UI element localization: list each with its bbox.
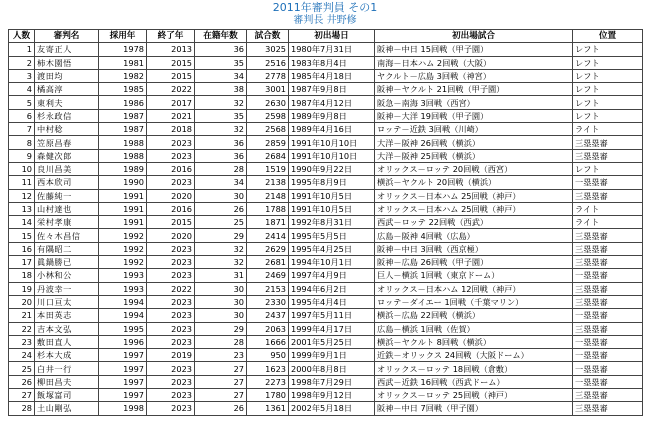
table-row — [9, 216, 643, 229]
table-row — [9, 362, 643, 375]
cell-count: 23 — [9, 335, 35, 348]
cell-games: 950 — [247, 349, 289, 362]
table-row — [9, 162, 643, 175]
cell-tenure: 36 — [195, 136, 247, 149]
table-row — [9, 242, 643, 255]
cell-debut-game: 巨人－横浜 1回戦（東京ドーム） — [375, 269, 573, 282]
cell-debut-game: ロッテ－近鉄 3回戦（川崎） — [375, 123, 573, 136]
table-row — [9, 256, 643, 269]
cell-umpire-name: 森健次郎 — [35, 149, 99, 162]
cell-tenure: 25 — [195, 216, 247, 229]
cell-position: 三塁塁審 — [573, 149, 643, 162]
cell-count: 19 — [9, 282, 35, 295]
table-row — [9, 402, 643, 415]
cell-debut-game: 大洋－阪神 26回戦（横浜） — [375, 136, 573, 149]
cell-hire-year: 1985 — [99, 83, 147, 96]
cell-debut-game: 広島－横浜 1回戦（佐賀） — [375, 322, 573, 335]
cell-umpire-name: 川口亘太 — [35, 295, 99, 308]
cell-games: 2681 — [247, 256, 289, 269]
cell-hire-year: 1991 — [99, 189, 147, 202]
cell-umpire-name: 小林和公 — [35, 269, 99, 282]
table-row — [9, 335, 643, 348]
cell-count: 13 — [9, 202, 35, 215]
cell-umpire-name: 白井一行 — [35, 362, 99, 375]
cell-games: 2063 — [247, 322, 289, 335]
cell-debut-date: 1997年4月9日 — [289, 269, 375, 282]
table-row — [9, 149, 643, 162]
cell-position: レフト — [573, 162, 643, 175]
cell-games: 2273 — [247, 375, 289, 388]
cell-umpire-name: 本田英志 — [35, 309, 99, 322]
cell-umpire-name: 杉永政信 — [35, 109, 99, 122]
cell-debut-game: 西武－ロッテ 22回戦（西武） — [375, 216, 573, 229]
cell-end-year: 2023 — [147, 149, 195, 162]
cell-debut-date: 1999年4月17日 — [289, 322, 375, 335]
table-header-row — [9, 30, 643, 43]
cell-count: 20 — [9, 295, 35, 308]
cell-end-year: 2015 — [147, 69, 195, 82]
cell-debut-date: 1991年10月10日 — [289, 136, 375, 149]
cell-count: 24 — [9, 349, 35, 362]
cell-hire-year: 1994 — [99, 295, 147, 308]
cell-hire-year: 1991 — [99, 216, 147, 229]
cell-debut-date: 1991年10月5日 — [289, 189, 375, 202]
cell-position: 一塁塁審 — [573, 335, 643, 348]
cell-hire-year: 1992 — [99, 256, 147, 269]
table-row — [9, 389, 643, 402]
cell-umpire-name: 渡田均 — [35, 69, 99, 82]
table-row — [9, 123, 643, 136]
cell-count: 3 — [9, 69, 35, 82]
table-row — [9, 96, 643, 109]
cell-tenure: 36 — [195, 149, 247, 162]
cell-position: 三塁塁審 — [573, 389, 643, 402]
cell-count: 25 — [9, 362, 35, 375]
cell-debut-game: 広島－阪神 4回戦（広島） — [375, 229, 573, 242]
cell-debut-game: オリックス－日本ハム 25回戦（神戸） — [375, 189, 573, 202]
cell-position: 一塁塁審 — [573, 309, 643, 322]
col-header-debut-game: 初出場試合 — [375, 30, 573, 43]
table-row — [9, 375, 643, 388]
cell-end-year: 2015 — [147, 216, 195, 229]
table-row — [9, 202, 643, 215]
cell-umpire-name: 山村達也 — [35, 202, 99, 215]
cell-end-year: 2018 — [147, 123, 195, 136]
cell-end-year: 2022 — [147, 282, 195, 295]
cell-debut-game: 横浜－ヤクルト 8回戦（横浜） — [375, 335, 573, 348]
cell-debut-date: 1995年8月9日 — [289, 176, 375, 189]
table-row — [9, 136, 643, 149]
cell-tenure: 32 — [195, 256, 247, 269]
cell-hire-year: 1978 — [99, 43, 147, 56]
cell-position: 三塁塁審 — [573, 242, 643, 255]
cell-umpire-name: 栄村孝康 — [35, 216, 99, 229]
cell-count: 5 — [9, 96, 35, 109]
cell-debut-date: 1994年6月2日 — [289, 282, 375, 295]
cell-end-year: 2023 — [147, 256, 195, 269]
cell-games: 1666 — [247, 335, 289, 348]
cell-games: 2598 — [247, 109, 289, 122]
cell-debut-game: ヤクルト－広島 3回戦（神宮） — [375, 69, 573, 82]
cell-games: 2516 — [247, 56, 289, 69]
cell-count: 22 — [9, 322, 35, 335]
cell-games: 1519 — [247, 162, 289, 175]
cell-position: 三塁塁審 — [573, 189, 643, 202]
table-row — [9, 109, 643, 122]
cell-debut-date: 1997年5月11日 — [289, 309, 375, 322]
sheet-subtitle: 審判長 井野修 — [293, 15, 357, 26]
cell-hire-year: 1995 — [99, 322, 147, 335]
cell-debut-game: オリックス－日本ハム 12回戦（神戸） — [375, 282, 573, 295]
cell-games: 2414 — [247, 229, 289, 242]
cell-end-year: 2020 — [147, 229, 195, 242]
table-row — [9, 83, 643, 96]
cell-tenure: 36 — [195, 43, 247, 56]
table-row — [9, 189, 643, 202]
cell-tenure: 35 — [195, 56, 247, 69]
cell-count: 10 — [9, 162, 35, 175]
cell-count: 2 — [9, 56, 35, 69]
cell-umpire-name: 友寄正人 — [35, 43, 99, 56]
cell-debut-date: 2001年5月25日 — [289, 335, 375, 348]
cell-games: 2859 — [247, 136, 289, 149]
cell-end-year: 2023 — [147, 269, 195, 282]
cell-debut-date: 1987年4月12日 — [289, 96, 375, 109]
cell-debut-game: 阪神－中日 3回戦（西京極） — [375, 242, 573, 255]
cell-debut-date: 1995年5月5日 — [289, 229, 375, 242]
cell-position: 一塁塁審 — [573, 269, 643, 282]
cell-position: レフト — [573, 69, 643, 82]
cell-count: 1 — [9, 43, 35, 56]
cell-umpire-name: 笠原昌春 — [35, 136, 99, 149]
cell-umpire-name: 良川昌美 — [35, 162, 99, 175]
cell-position: レフト — [573, 96, 643, 109]
cell-count: 28 — [9, 402, 35, 415]
cell-umpire-name: 吉本文弘 — [35, 322, 99, 335]
cell-tenure: 32 — [195, 242, 247, 255]
cell-tenure: 26 — [195, 402, 247, 415]
cell-end-year: 2023 — [147, 136, 195, 149]
table-body — [9, 43, 643, 415]
cell-debut-game: 阪神－ヤクルト 21回戦（甲子園） — [375, 83, 573, 96]
cell-umpire-name: 東利夫 — [35, 96, 99, 109]
cell-end-year: 2023 — [147, 309, 195, 322]
cell-hire-year: 1981 — [99, 56, 147, 69]
cell-games: 1361 — [247, 402, 289, 415]
cell-games: 1623 — [247, 362, 289, 375]
cell-debut-date: 1998年7月29日 — [289, 375, 375, 388]
table-row — [9, 322, 643, 335]
cell-debut-date: 1999年9月1日 — [289, 349, 375, 362]
cell-hire-year: 1997 — [99, 362, 147, 375]
cell-debut-date: 1991年10月5日 — [289, 202, 375, 215]
col-header-end-year: 終了年 — [147, 30, 195, 43]
cell-tenure: 34 — [195, 69, 247, 82]
cell-debut-game: 横浜－広島 22回戦（横浜） — [375, 309, 573, 322]
cell-debut-date: 1995年4月25日 — [289, 242, 375, 255]
cell-hire-year: 1991 — [99, 202, 147, 215]
cell-count: 8 — [9, 136, 35, 149]
cell-count: 15 — [9, 229, 35, 242]
cell-position: レフト — [573, 109, 643, 122]
cell-games: 1788 — [247, 202, 289, 215]
cell-tenure: 26 — [195, 202, 247, 215]
cell-count: 26 — [9, 375, 35, 388]
cell-end-year: 2016 — [147, 202, 195, 215]
col-header-position: 位置 — [573, 30, 643, 43]
table-row — [9, 43, 643, 56]
col-header-tenure: 在籍年数 — [195, 30, 247, 43]
cell-hire-year: 1997 — [99, 375, 147, 388]
cell-hire-year: 1997 — [99, 349, 147, 362]
cell-position: レフト — [573, 43, 643, 56]
cell-hire-year: 1992 — [99, 229, 147, 242]
cell-end-year: 2013 — [147, 43, 195, 56]
cell-games: 2138 — [247, 176, 289, 189]
cell-debut-date: 2000年8月8日 — [289, 362, 375, 375]
table-row — [9, 69, 643, 82]
cell-tenure: 30 — [195, 282, 247, 295]
cell-end-year: 2015 — [147, 56, 195, 69]
cell-tenure: 29 — [195, 229, 247, 242]
cell-debut-game: 阪急－南海 3回戦（西宮） — [375, 96, 573, 109]
table-row — [9, 229, 643, 242]
cell-end-year: 2023 — [147, 242, 195, 255]
cell-tenure: 28 — [195, 162, 247, 175]
cell-tenure: 27 — [195, 389, 247, 402]
cell-hire-year: 1986 — [99, 96, 147, 109]
cell-end-year: 2023 — [147, 295, 195, 308]
cell-position: レフト — [573, 56, 643, 69]
cell-end-year: 2020 — [147, 189, 195, 202]
table-row — [9, 56, 643, 69]
cell-hire-year: 1987 — [99, 109, 147, 122]
cell-tenure: 30 — [195, 189, 247, 202]
cell-position: 三塁塁審 — [573, 295, 643, 308]
cell-umpire-name: 丹波幸一 — [35, 282, 99, 295]
cell-games: 2778 — [247, 69, 289, 82]
cell-games: 2568 — [247, 123, 289, 136]
cell-debut-game: 近鉄－オリックス 24回戦（大阪ドーム） — [375, 349, 573, 362]
cell-games: 2153 — [247, 282, 289, 295]
cell-hire-year: 1989 — [99, 162, 147, 175]
cell-tenure: 30 — [195, 309, 247, 322]
cell-tenure: 28 — [195, 335, 247, 348]
cell-hire-year: 1992 — [99, 242, 147, 255]
cell-end-year: 2021 — [147, 109, 195, 122]
cell-tenure: 30 — [195, 295, 247, 308]
umpire-table — [8, 29, 643, 416]
cell-debut-date: 1989年4月16日 — [289, 123, 375, 136]
cell-tenure: 31 — [195, 269, 247, 282]
sheet-title: 2011年審判員 その1 — [272, 1, 378, 14]
cell-position: 三塁塁審 — [573, 256, 643, 269]
cell-hire-year: 1988 — [99, 149, 147, 162]
cell-count: 18 — [9, 269, 35, 282]
cell-umpire-name: 西本欣司 — [35, 176, 99, 189]
cell-count: 6 — [9, 109, 35, 122]
cell-debut-date: 1990年9月22日 — [289, 162, 375, 175]
cell-umpire-name: 眞鍋勝已 — [35, 256, 99, 269]
cell-end-year: 2023 — [147, 402, 195, 415]
cell-umpire-name: 土山剛弘 — [35, 402, 99, 415]
cell-debut-date: 1995年4月4日 — [289, 295, 375, 308]
cell-debut-game: オリックス－日本ハム 25回戦（神戸） — [375, 202, 573, 215]
cell-debut-date: 1998年9月12日 — [289, 389, 375, 402]
cell-position: 三塁塁審 — [573, 402, 643, 415]
cell-debut-game: 阪神－中日 15回戦（甲子園） — [375, 43, 573, 56]
cell-end-year: 2022 — [147, 83, 195, 96]
table-row — [9, 176, 643, 189]
cell-debut-game: オリックス－ロッテ 20回戦（西宮） — [375, 162, 573, 175]
cell-count: 11 — [9, 176, 35, 189]
cell-debut-date: 1987年9月8日 — [289, 83, 375, 96]
cell-umpire-name: 佐藤純一 — [35, 189, 99, 202]
cell-tenure: 27 — [195, 362, 247, 375]
cell-debut-date: 1991年10月10日 — [289, 149, 375, 162]
cell-debut-date: 1985年4月18日 — [289, 69, 375, 82]
cell-umpire-name: 橘高淳 — [35, 83, 99, 96]
cell-hire-year: 1988 — [99, 136, 147, 149]
cell-hire-year: 1993 — [99, 282, 147, 295]
cell-end-year: 2023 — [147, 335, 195, 348]
cell-position: ライト — [573, 123, 643, 136]
cell-count: 9 — [9, 149, 35, 162]
cell-umpire-name: 飯塚富司 — [35, 389, 99, 402]
cell-end-year: 2023 — [147, 389, 195, 402]
cell-tenure: 32 — [195, 123, 247, 136]
col-header-games: 試合数 — [247, 30, 289, 43]
cell-debut-game: 阪神－大洋 19回戦（甲子園） — [375, 109, 573, 122]
cell-umpire-name: 柳田昌夫 — [35, 375, 99, 388]
cell-hire-year: 1993 — [99, 269, 147, 282]
cell-position: 一塁塁審 — [573, 176, 643, 189]
cell-tenure: 32 — [195, 96, 247, 109]
cell-hire-year: 1998 — [99, 402, 147, 415]
cell-tenure: 35 — [195, 109, 247, 122]
cell-debut-date: 2002年5月18日 — [289, 402, 375, 415]
cell-tenure: 29 — [195, 322, 247, 335]
cell-umpire-name: 柿木園悟 — [35, 56, 99, 69]
cell-end-year: 2017 — [147, 96, 195, 109]
cell-end-year: 2023 — [147, 176, 195, 189]
cell-debut-date: 1980年7月31日 — [289, 43, 375, 56]
cell-games: 1871 — [247, 216, 289, 229]
cell-debut-date: 1989年9月8日 — [289, 109, 375, 122]
col-header-hire-year: 採用年 — [99, 30, 147, 43]
cell-position: 三塁塁審 — [573, 282, 643, 295]
cell-debut-game: ロッテ－ダイエー 1回戦（千葉マリン） — [375, 295, 573, 308]
cell-debut-game: 阪神－広島 26回戦（甲子園） — [375, 256, 573, 269]
cell-games: 2629 — [247, 242, 289, 255]
cell-games: 3025 — [247, 43, 289, 56]
cell-hire-year: 1982 — [99, 69, 147, 82]
cell-debut-game: 大洋－阪神 25回戦（横浜） — [375, 149, 573, 162]
table-row — [9, 269, 643, 282]
cell-games: 2330 — [247, 295, 289, 308]
cell-hire-year: 1990 — [99, 176, 147, 189]
cell-hire-year: 1997 — [99, 389, 147, 402]
cell-umpire-name: 佐々木昌信 — [35, 229, 99, 242]
cell-count: 16 — [9, 242, 35, 255]
cell-debut-game: 南海－日本ハム 2回戦（大阪） — [375, 56, 573, 69]
cell-count: 21 — [9, 309, 35, 322]
table-row — [9, 349, 643, 362]
cell-position: ライト — [573, 202, 643, 215]
col-header-count: 人数 — [9, 30, 35, 43]
cell-count: 12 — [9, 189, 35, 202]
cell-count: 17 — [9, 256, 35, 269]
table-row — [9, 295, 643, 308]
cell-debut-date: 1994年10月1日 — [289, 256, 375, 269]
cell-end-year: 2023 — [147, 362, 195, 375]
cell-position: レフト — [573, 83, 643, 96]
cell-tenure: 27 — [195, 375, 247, 388]
cell-games: 2437 — [247, 309, 289, 322]
cell-end-year: 2023 — [147, 322, 195, 335]
cell-umpire-name: 杉本大成 — [35, 349, 99, 362]
cell-end-year: 2016 — [147, 162, 195, 175]
cell-tenure: 38 — [195, 83, 247, 96]
cell-debut-game: オリックス－ロッテ 18回戦（倉敷） — [375, 362, 573, 375]
cell-tenure: 23 — [195, 349, 247, 362]
cell-games: 3001 — [247, 83, 289, 96]
cell-hire-year: 1987 — [99, 123, 147, 136]
cell-position: 一塁塁審 — [573, 349, 643, 362]
cell-position: 三塁塁審 — [573, 136, 643, 149]
cell-debut-game: 横浜－ヤクルト 20回戦（横浜） — [375, 176, 573, 189]
cell-count: 27 — [9, 389, 35, 402]
cell-tenure: 34 — [195, 176, 247, 189]
cell-games: 2684 — [247, 149, 289, 162]
col-header-name: 審判名 — [35, 30, 99, 43]
cell-end-year: 2019 — [147, 349, 195, 362]
cell-position: 三塁塁審 — [573, 229, 643, 242]
cell-debut-game: 阪神－中日 7回戦（甲子園） — [375, 402, 573, 415]
cell-count: 14 — [9, 216, 35, 229]
cell-umpire-name: 有隅昭二 — [35, 242, 99, 255]
cell-position: ライト — [573, 216, 643, 229]
cell-umpire-name: 中村稔 — [35, 123, 99, 136]
cell-umpire-name: 敷田直人 — [35, 335, 99, 348]
cell-debut-game: 西武－近鉄 16回戦（西武ドーム） — [375, 375, 573, 388]
col-header-debut-date: 初出場日 — [289, 30, 375, 43]
cell-games: 2148 — [247, 189, 289, 202]
cell-position: 一塁塁審 — [573, 375, 643, 388]
cell-position: 一塁塁審 — [573, 362, 643, 375]
table-row — [9, 282, 643, 295]
cell-position: 三塁塁審 — [573, 322, 643, 335]
cell-debut-date: 1983年8月4日 — [289, 56, 375, 69]
cell-count: 4 — [9, 83, 35, 96]
cell-end-year: 2023 — [147, 375, 195, 388]
cell-hire-year: 1994 — [99, 309, 147, 322]
table-row — [9, 309, 643, 322]
cell-debut-game: オリックス－ロッテ 25回戦（神戸） — [375, 389, 573, 402]
cell-count: 7 — [9, 123, 35, 136]
cell-games: 1780 — [247, 389, 289, 402]
cell-games: 2469 — [247, 269, 289, 282]
cell-games: 2630 — [247, 96, 289, 109]
cell-debut-date: 1992年8月31日 — [289, 216, 375, 229]
cell-hire-year: 1996 — [99, 335, 147, 348]
